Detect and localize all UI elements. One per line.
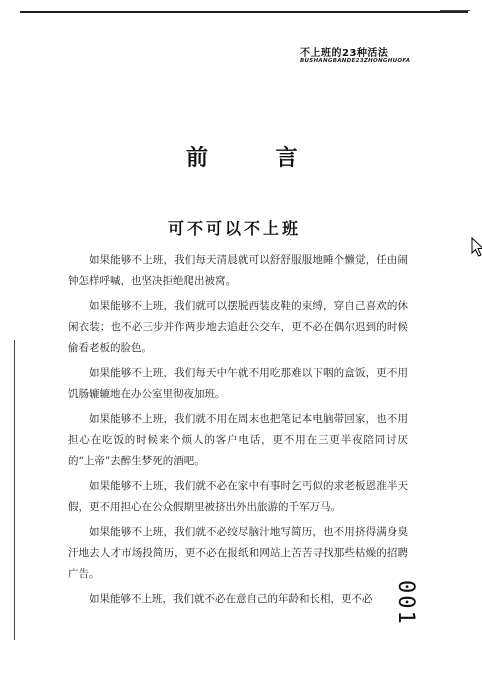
mouse-pointer-icon (471, 237, 482, 257)
paragraph: 如果能够不上班，我们每天中午就不用吃那难以下咽的盒饭，更不用饥肠辘辘地在办公室里彻夜加班。 (68, 367, 408, 400)
paragraph: 如果能够不上班，我们就不必绞尽脑汁地写简历，也不用挤得满身臭汗地去人才市场投简历，更不必在报纸和网站上苦苦寻找那些枯燥的招聘广告。 (68, 526, 408, 580)
paragraph: 如果能够不上班，我们就不用在周末也把笔记本电脑带回家，也不用担心在吃饭的时候来个烦人的客户电话，更不用在三更半夜陪同讨厌的“上帝”去醉生梦死的酒吧。 (68, 413, 408, 467)
top-rule (20, 11, 468, 13)
running-header-pinyin: BUSHANGBANDE23ZHONGHUOFA (300, 58, 411, 64)
paragraph: 如果能够不上班，我们每天清晨就可以舒舒服服地睡个懒觉，任由闹钟怎样呼喊，也坚决拒绝爬出被窝。 (68, 254, 408, 287)
preface-heading: 前 言 (186, 145, 328, 171)
paragraph: 如果能够不上班，我们就不必在家中有事时乞丐似的求老板恩准半天假，更不用担心在公众假期里被挤出外出旅游的千军万马。 (68, 480, 408, 513)
paragraph: 如果能够不上班，我们就可以摆脱西装皮鞋的束缚，穿自己喜欢的休闲衣装；也不必三步并作两步地去追赶公交车，更不必在偶尔迟到的时候偷看老板的脸色。 (68, 300, 408, 354)
margin-rule (14, 340, 15, 640)
paragraph: 如果能够不上班，我们就不必在意自己的年龄和长相，更不必 (89, 593, 373, 605)
top-rule-extension (440, 10, 470, 11)
running-header-title: 不上班的23种活法 (300, 48, 389, 59)
page-number: 001 (393, 580, 418, 626)
body-text (68, 250, 408, 614)
chapter-title: 可不可以不上班 (168, 219, 302, 238)
